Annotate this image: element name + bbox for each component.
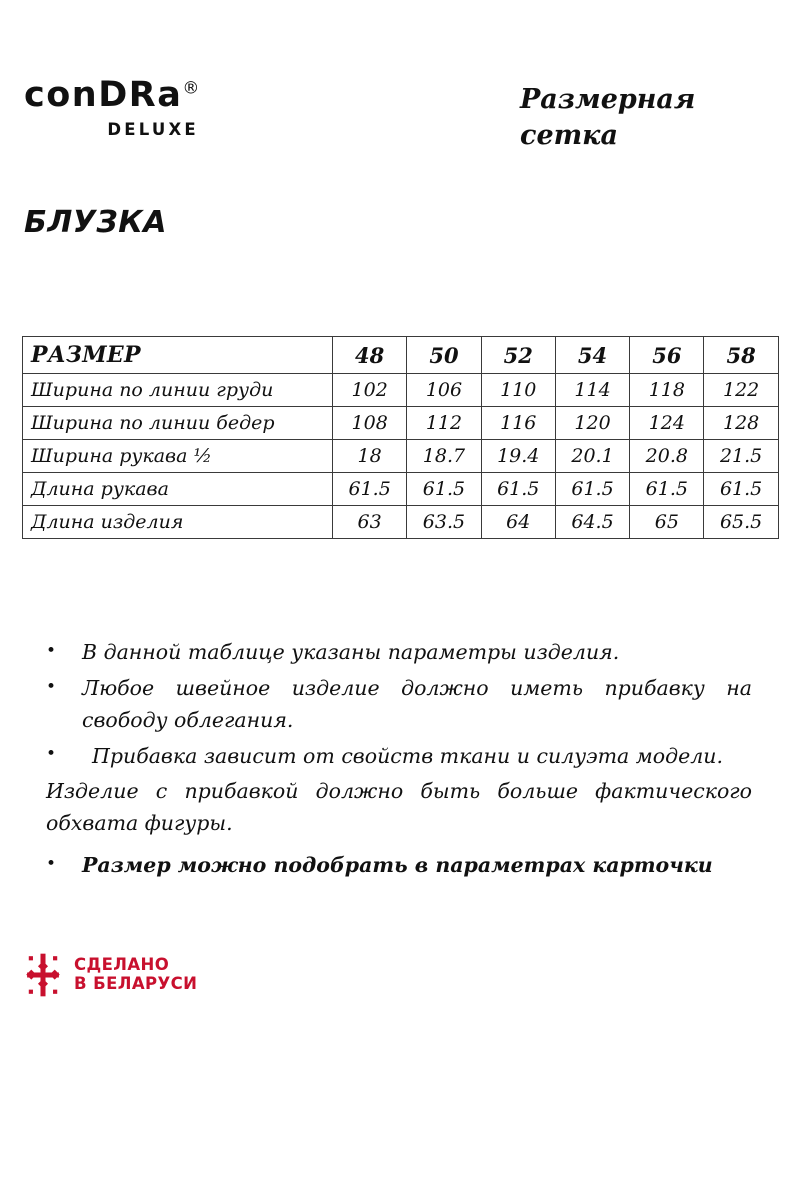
row-value: 61.5 bbox=[555, 473, 629, 506]
made-in-line-2: В БЕЛАРУСИ bbox=[74, 974, 198, 993]
table-header-size: 48 bbox=[333, 337, 407, 374]
list-item bbox=[46, 637, 752, 669]
bullet-icon: • bbox=[46, 641, 57, 662]
product-name: БЛУЗКА bbox=[24, 205, 167, 241]
table-header-size: 52 bbox=[481, 337, 555, 374]
made-in-belarus-text bbox=[74, 956, 197, 994]
row-value: 102 bbox=[333, 374, 407, 407]
belarus-ornament-icon bbox=[22, 952, 64, 998]
row-value: 108 bbox=[333, 407, 407, 440]
table-row bbox=[23, 473, 779, 506]
row-value: 20.8 bbox=[630, 440, 704, 473]
list-item bbox=[46, 741, 752, 773]
brand-logo bbox=[20, 75, 201, 139]
note-text: В данной таблице указаны параметры изделия. bbox=[82, 640, 620, 665]
table-row bbox=[23, 374, 779, 407]
page-title-line-1: Размерная bbox=[520, 84, 696, 115]
table-header-row bbox=[23, 337, 779, 374]
row-label: Ширина рукава ½ bbox=[23, 440, 333, 473]
row-value: 106 bbox=[407, 374, 481, 407]
note-continuation-text: Изделие с прибавкой должно быть больше фактического обхвата фигуры. bbox=[46, 779, 752, 836]
bullet-icon: • bbox=[46, 676, 57, 697]
row-value: 120 bbox=[555, 407, 629, 440]
row-value: 61.5 bbox=[481, 473, 555, 506]
row-value: 110 bbox=[481, 374, 555, 407]
row-value: 63.5 bbox=[407, 506, 481, 539]
row-value: 20.1 bbox=[555, 440, 629, 473]
table-header-size: 58 bbox=[704, 337, 778, 374]
row-value: 64.5 bbox=[555, 506, 629, 539]
row-value: 21.5 bbox=[704, 440, 778, 473]
row-value: 128 bbox=[704, 407, 778, 440]
row-value: 63 bbox=[333, 506, 407, 539]
made-in-line-1: СДЕЛАНО bbox=[74, 955, 170, 975]
row-label: Длина изделия bbox=[23, 506, 333, 539]
brand-subtitle: DELUXE bbox=[107, 120, 199, 139]
row-value: 61.5 bbox=[704, 473, 778, 506]
page-title-line-2: сетка bbox=[520, 119, 618, 151]
row-label: Ширина по линии груди bbox=[23, 374, 333, 407]
brand-name bbox=[24, 75, 201, 115]
size-table-wrapper bbox=[20, 336, 780, 539]
row-label: Длина рукава bbox=[23, 473, 333, 506]
list-item bbox=[46, 850, 752, 882]
note-text: Размер можно подобрать в параметрах карточки bbox=[82, 852, 713, 877]
table-row bbox=[23, 506, 779, 539]
page-title bbox=[520, 82, 780, 153]
note-text: Любое швейное изделие должно иметь прибавку на свободу облегания. bbox=[82, 676, 752, 732]
table-row bbox=[23, 407, 779, 440]
row-value: 124 bbox=[630, 407, 704, 440]
row-value: 64 bbox=[481, 506, 555, 539]
brand-name-text: conDRa bbox=[24, 75, 183, 115]
row-value: 65 bbox=[630, 506, 704, 539]
page-header bbox=[20, 0, 780, 153]
row-value: 116 bbox=[481, 407, 555, 440]
row-value: 65.5 bbox=[704, 506, 778, 539]
row-value: 112 bbox=[407, 407, 481, 440]
table-header-size: 54 bbox=[555, 337, 629, 374]
row-value: 61.5 bbox=[407, 473, 481, 506]
row-label: Ширина по линии бедер bbox=[23, 407, 333, 440]
row-value: 118 bbox=[630, 374, 704, 407]
row-value: 18 bbox=[333, 440, 407, 473]
note-text: Прибавка зависит от свойств ткани и силуэта модели. bbox=[92, 743, 724, 768]
list-item bbox=[46, 673, 752, 737]
row-value: 18.7 bbox=[407, 440, 481, 473]
table-header-size: 56 bbox=[630, 337, 704, 374]
row-value: 19.4 bbox=[481, 440, 555, 473]
registered-trademark-icon: ® bbox=[182, 78, 201, 99]
row-value: 122 bbox=[704, 374, 778, 407]
row-value: 61.5 bbox=[630, 473, 704, 506]
table-row bbox=[23, 440, 779, 473]
bullet-icon: • bbox=[46, 853, 57, 874]
row-value: 61.5 bbox=[333, 473, 407, 506]
made-in-belarus-badge bbox=[22, 952, 197, 998]
row-value: 114 bbox=[555, 374, 629, 407]
bullet-icon: • bbox=[46, 744, 57, 765]
table-header-size: 50 bbox=[407, 337, 481, 374]
notes-list bbox=[20, 637, 780, 881]
table-header-label: РАЗМЕР bbox=[23, 337, 333, 374]
size-table bbox=[22, 336, 779, 539]
